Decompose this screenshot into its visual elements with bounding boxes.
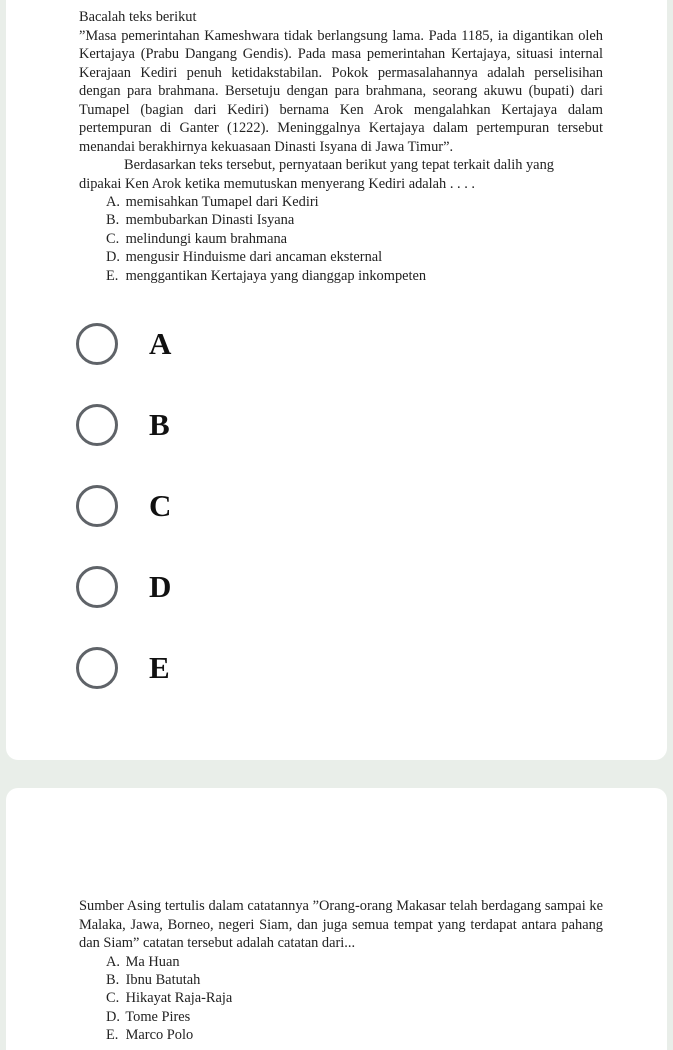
option-letter: B. (106, 971, 120, 988)
answer-choice-label: A (149, 325, 172, 361)
question-2-options (79, 953, 603, 1045)
option-letter: B. (106, 212, 120, 229)
radio-button-icon[interactable] (76, 485, 118, 527)
question-card-2 (6, 788, 667, 1050)
question-1-passage: ”Masa pemerintahan Kameshwara tidak berlangsung lama. Pada 1185, ia digantikan oleh Kertajaya (Prabu Dangang Gendis). Pada masa pemerintahan Kertajaya, situasi internal Kerajaan Kediri penuh ketidakstabilan. Pokok permasalahannya adalah perselisihan dengan para brahmana. Bersetuju dengan para brahmana, seorang akuwu (bupati) dari Tumapel (bagian dari Kediri) bernama Ken Arok mengalahkan Kertajaya dalam pertempuran di Ganter (1222). Meninggalnya Kertajaya dalam pertempuran tersebut menandai berakhirnya kekuasaan Dinasti Isyana di Jawa Timur”. (79, 27, 603, 155)
answer-choice-label: D (149, 568, 172, 604)
option-b (106, 211, 603, 229)
option-e (106, 1026, 603, 1044)
answer-choice-label: C (149, 487, 172, 523)
answer-choice-b[interactable] (70, 384, 370, 465)
radio-button-icon[interactable] (76, 647, 118, 689)
question-card-1 (6, 0, 667, 760)
option-letter: E. (106, 1027, 119, 1044)
option-text: Hikayat Raja-Raja (125, 990, 233, 1007)
option-letter: E. (106, 267, 119, 284)
answer-choice-c[interactable] (70, 465, 370, 546)
option-text: Marco Polo (125, 1027, 194, 1044)
option-text: Ibnu Batutah (125, 971, 201, 988)
option-text: Tome Pires (125, 1008, 191, 1025)
option-e (106, 267, 603, 285)
option-text: melindungi kaum brahmana (125, 230, 288, 247)
answer-choices (70, 303, 370, 708)
radio-button-icon[interactable] (76, 404, 118, 446)
question-1-stem-line-1: Berdasarkan teks tersebut, pernyataan berikut yang tepat terkait dalih yang (124, 157, 554, 173)
option-text: menggantikan Kertajaya yang dianggap inkompeten (125, 267, 427, 284)
option-a (106, 193, 603, 211)
radio-button-icon[interactable] (76, 323, 118, 365)
answer-choice-label: E (149, 649, 170, 685)
option-letter: C. (106, 990, 120, 1007)
option-d (106, 248, 603, 266)
question-1-options (79, 193, 603, 285)
question-1-stem-line-2: dipakai Ken Arok ketika memutuskan menyerang Kediri adalah . . . . (79, 175, 476, 192)
question-1-intro: Bacalah teks berikut (79, 9, 197, 25)
option-text: membubarkan Dinasti Isyana (125, 212, 295, 229)
option-a (106, 953, 603, 971)
option-letter: A. (106, 953, 120, 970)
question-2-text (79, 897, 603, 1045)
option-letter: D. (106, 1008, 120, 1025)
answer-choice-e[interactable] (70, 627, 370, 708)
option-text: mengusir Hinduisme dari ancaman eksternal (125, 249, 383, 266)
option-text: Ma Huan (125, 953, 180, 970)
option-b (106, 971, 603, 989)
answer-choice-a[interactable] (70, 303, 370, 384)
answer-choice-d[interactable] (70, 546, 370, 627)
question-1-text (79, 8, 603, 285)
option-text: memisahkan Tumapel dari Kediri (125, 194, 319, 210)
option-letter: A. (106, 194, 120, 210)
option-letter: C. (106, 230, 120, 247)
answer-choice-label: B (149, 406, 170, 442)
option-letter: D. (106, 249, 120, 266)
radio-button-icon[interactable] (76, 566, 118, 608)
option-c (106, 230, 603, 248)
option-d (106, 1008, 603, 1026)
option-c (106, 989, 603, 1007)
question-2-passage: Sumber Asing tertulis dalam catatannya ”Orang-orang Makasar telah berdagang sampai ke Malaka, Jawa, Borneo, negeri Siam, dan juga semua tempat yang terdapat antara pahang dan Siam” catatan tersebut adalah catatan dari... (79, 898, 603, 951)
